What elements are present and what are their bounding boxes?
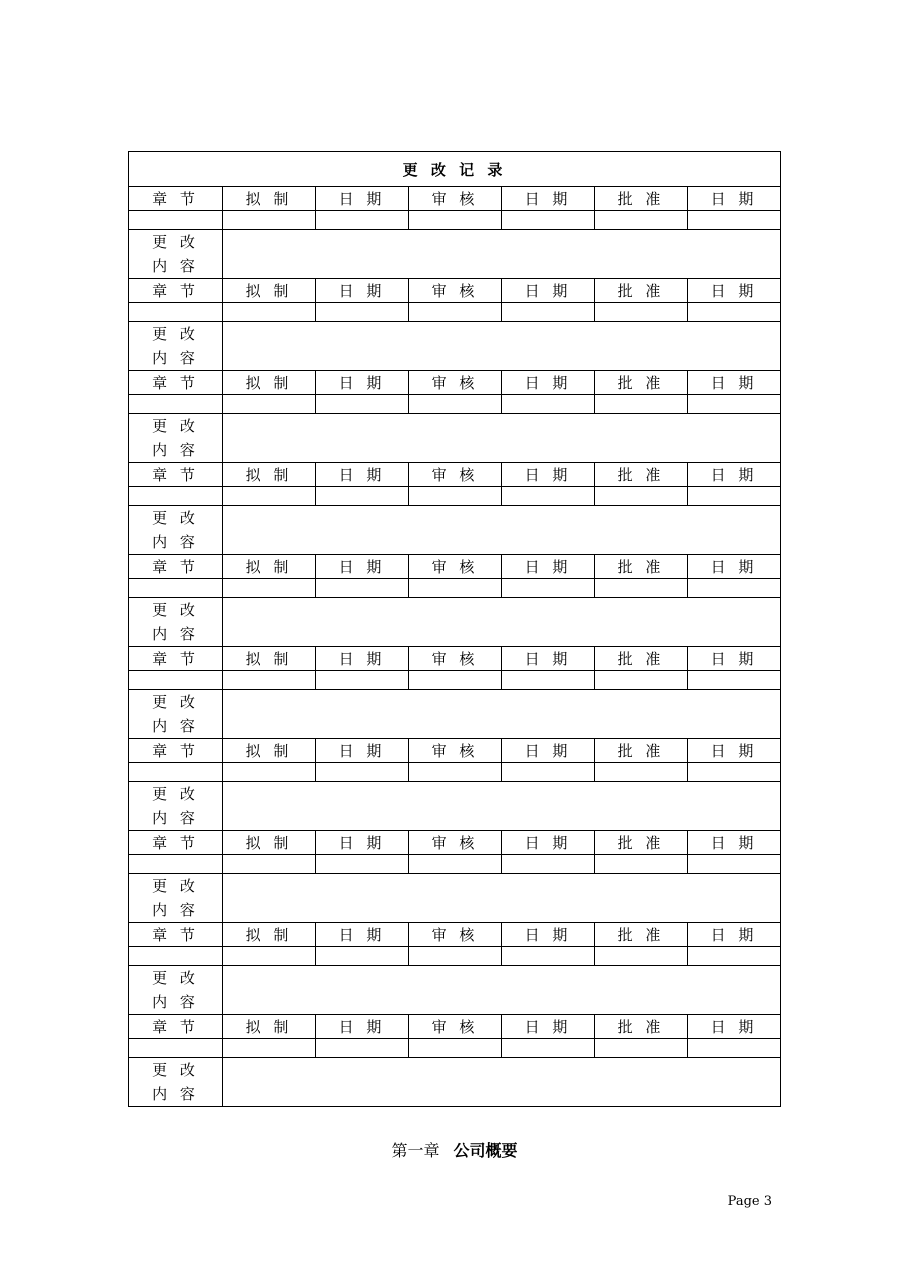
content-cell xyxy=(223,598,781,647)
content-cell xyxy=(223,506,781,555)
column-header: 拟 制 xyxy=(223,187,316,211)
column-header: 日 期 xyxy=(316,279,409,303)
entry-cell xyxy=(502,1039,595,1058)
entry-cell xyxy=(223,579,316,598)
column-header: 拟 制 xyxy=(223,279,316,303)
column-header: 审 核 xyxy=(409,187,502,211)
column-header: 章 节 xyxy=(129,647,223,671)
record-header-row xyxy=(129,371,781,395)
column-header: 审 核 xyxy=(409,555,502,579)
column-header: 批 准 xyxy=(595,1015,688,1039)
record-header-row xyxy=(129,279,781,303)
content-label-line2: 内 容 xyxy=(152,533,199,551)
entry-cell xyxy=(316,947,409,966)
entry-cell xyxy=(688,1039,781,1058)
column-header: 拟 制 xyxy=(223,1015,316,1039)
page-number: Page 3 xyxy=(727,1194,772,1209)
entry-cell xyxy=(409,211,502,230)
content-label-line1: 更 改 xyxy=(152,509,199,527)
column-header: 日 期 xyxy=(316,647,409,671)
content-cell xyxy=(223,322,781,371)
entry-cell xyxy=(502,671,595,690)
entry-cell xyxy=(316,763,409,782)
content-label-line2: 内 容 xyxy=(152,441,199,459)
content-label xyxy=(129,230,223,279)
entry-cell xyxy=(129,211,223,230)
content-label xyxy=(129,966,223,1015)
column-header: 日 期 xyxy=(316,187,409,211)
record-header-row xyxy=(129,555,781,579)
column-header: 章 节 xyxy=(129,1015,223,1039)
change-record-table xyxy=(128,151,781,1107)
entry-cell xyxy=(595,855,688,874)
record-content-row xyxy=(129,782,781,831)
column-header: 拟 制 xyxy=(223,739,316,763)
entry-cell xyxy=(316,395,409,414)
record-header-row xyxy=(129,923,781,947)
content-label-line1: 更 改 xyxy=(152,1061,199,1079)
entry-cell xyxy=(502,211,595,230)
content-label-line1: 更 改 xyxy=(152,325,199,343)
column-header: 批 准 xyxy=(595,831,688,855)
record-header-row xyxy=(129,831,781,855)
table-title: 更 改 记 录 xyxy=(129,152,781,187)
column-header: 审 核 xyxy=(409,1015,502,1039)
column-header: 审 核 xyxy=(409,279,502,303)
entry-cell xyxy=(316,211,409,230)
column-header: 章 节 xyxy=(129,371,223,395)
column-header: 日 期 xyxy=(502,831,595,855)
record-entry-row xyxy=(129,395,781,414)
content-label-line1: 更 改 xyxy=(152,233,199,251)
column-header: 审 核 xyxy=(409,463,502,487)
entry-cell xyxy=(409,395,502,414)
column-header: 日 期 xyxy=(316,555,409,579)
column-header: 日 期 xyxy=(502,463,595,487)
content-label-line1: 更 改 xyxy=(152,969,199,987)
column-header: 章 节 xyxy=(129,739,223,763)
entry-cell xyxy=(223,211,316,230)
column-header: 日 期 xyxy=(502,1015,595,1039)
column-header: 日 期 xyxy=(502,187,595,211)
record-entry-row xyxy=(129,763,781,782)
entry-cell xyxy=(129,947,223,966)
entry-cell xyxy=(595,947,688,966)
column-header: 日 期 xyxy=(316,831,409,855)
column-header: 章 节 xyxy=(129,923,223,947)
column-header: 日 期 xyxy=(316,371,409,395)
entry-cell xyxy=(688,487,781,506)
column-header: 日 期 xyxy=(688,371,781,395)
column-header: 日 期 xyxy=(502,739,595,763)
column-header: 批 准 xyxy=(595,279,688,303)
entry-cell xyxy=(688,303,781,322)
column-header: 批 准 xyxy=(595,739,688,763)
content-cell xyxy=(223,874,781,923)
entry-cell xyxy=(223,1039,316,1058)
column-header: 拟 制 xyxy=(223,555,316,579)
column-header: 日 期 xyxy=(502,279,595,303)
column-header: 日 期 xyxy=(316,923,409,947)
entry-cell xyxy=(502,947,595,966)
column-header: 章 节 xyxy=(129,279,223,303)
entry-cell xyxy=(223,395,316,414)
column-header: 章 节 xyxy=(129,555,223,579)
column-header: 日 期 xyxy=(502,923,595,947)
record-entry-row xyxy=(129,487,781,506)
content-cell xyxy=(223,414,781,463)
content-label-line1: 更 改 xyxy=(152,877,199,895)
column-header: 日 期 xyxy=(688,739,781,763)
content-label-line1: 更 改 xyxy=(152,693,199,711)
content-label xyxy=(129,782,223,831)
record-content-row xyxy=(129,966,781,1015)
entry-cell xyxy=(129,1039,223,1058)
entry-cell xyxy=(688,671,781,690)
column-header: 日 期 xyxy=(688,187,781,211)
content-cell xyxy=(223,230,781,279)
column-header: 日 期 xyxy=(316,463,409,487)
entry-cell xyxy=(129,579,223,598)
entry-cell xyxy=(223,947,316,966)
content-label xyxy=(129,506,223,555)
column-header: 审 核 xyxy=(409,647,502,671)
entry-cell xyxy=(409,303,502,322)
content-label-line2: 内 容 xyxy=(152,717,199,735)
entry-cell xyxy=(223,855,316,874)
content-label xyxy=(129,414,223,463)
content-label-line2: 内 容 xyxy=(152,349,199,367)
content-label xyxy=(129,322,223,371)
entry-cell xyxy=(595,1039,688,1058)
column-header: 拟 制 xyxy=(223,371,316,395)
record-header-row xyxy=(129,647,781,671)
column-header: 日 期 xyxy=(688,647,781,671)
chapter-title: 公司概要 xyxy=(453,1141,518,1160)
column-header: 审 核 xyxy=(409,739,502,763)
entry-cell xyxy=(129,487,223,506)
content-label xyxy=(129,598,223,647)
column-header: 日 期 xyxy=(688,1015,781,1039)
column-header: 批 准 xyxy=(595,187,688,211)
entry-cell xyxy=(502,579,595,598)
entry-cell xyxy=(502,855,595,874)
entry-cell xyxy=(409,487,502,506)
entry-cell xyxy=(688,947,781,966)
entry-cell xyxy=(409,855,502,874)
column-header: 章 节 xyxy=(129,187,223,211)
column-header: 拟 制 xyxy=(223,831,316,855)
entry-cell xyxy=(688,211,781,230)
record-header-row xyxy=(129,739,781,763)
record-content-row xyxy=(129,874,781,923)
entry-cell xyxy=(595,763,688,782)
record-entry-row xyxy=(129,855,781,874)
column-header: 审 核 xyxy=(409,923,502,947)
entry-cell xyxy=(223,671,316,690)
entry-cell xyxy=(409,1039,502,1058)
entry-cell xyxy=(595,579,688,598)
entry-cell xyxy=(316,487,409,506)
column-header: 批 准 xyxy=(595,923,688,947)
content-cell xyxy=(223,782,781,831)
record-content-row xyxy=(129,322,781,371)
entry-cell xyxy=(129,395,223,414)
record-content-row xyxy=(129,230,781,279)
record-header-row xyxy=(129,1015,781,1039)
entry-cell xyxy=(316,303,409,322)
record-content-row xyxy=(129,1058,781,1107)
entry-cell xyxy=(595,211,688,230)
entry-cell xyxy=(316,579,409,598)
column-header: 章 节 xyxy=(129,831,223,855)
column-header: 审 核 xyxy=(409,831,502,855)
record-entry-row xyxy=(129,579,781,598)
column-header: 日 期 xyxy=(688,555,781,579)
entry-cell xyxy=(223,303,316,322)
entry-cell xyxy=(502,303,595,322)
record-content-row xyxy=(129,506,781,555)
column-header: 批 准 xyxy=(595,371,688,395)
content-label xyxy=(129,690,223,739)
column-header: 日 期 xyxy=(688,923,781,947)
column-header: 批 准 xyxy=(595,463,688,487)
column-header: 审 核 xyxy=(409,371,502,395)
entry-cell xyxy=(316,855,409,874)
entry-cell xyxy=(316,1039,409,1058)
column-header: 日 期 xyxy=(502,555,595,579)
content-label-line2: 内 容 xyxy=(152,257,199,275)
chapter-number: 第一章 xyxy=(391,1141,440,1160)
entry-cell xyxy=(129,855,223,874)
entry-cell xyxy=(409,763,502,782)
column-header: 章 节 xyxy=(129,463,223,487)
content-label-line1: 更 改 xyxy=(152,785,199,803)
record-entry-row xyxy=(129,211,781,230)
record-content-row xyxy=(129,598,781,647)
entry-cell xyxy=(129,671,223,690)
entry-cell xyxy=(502,487,595,506)
record-entry-row xyxy=(129,1039,781,1058)
content-label-line2: 内 容 xyxy=(152,625,199,643)
content-cell xyxy=(223,690,781,739)
entry-cell xyxy=(688,395,781,414)
content-label-line1: 更 改 xyxy=(152,601,199,619)
chapter-heading xyxy=(0,1138,909,1161)
column-header: 日 期 xyxy=(316,739,409,763)
record-header-row xyxy=(129,463,781,487)
column-header: 批 准 xyxy=(595,555,688,579)
entry-cell xyxy=(316,671,409,690)
content-label xyxy=(129,874,223,923)
entry-cell xyxy=(688,763,781,782)
column-header: 日 期 xyxy=(688,463,781,487)
record-entry-row xyxy=(129,671,781,690)
content-label-line2: 内 容 xyxy=(152,1085,199,1103)
column-header: 日 期 xyxy=(316,1015,409,1039)
record-header-row xyxy=(129,187,781,211)
record-content-row xyxy=(129,414,781,463)
column-header: 日 期 xyxy=(688,831,781,855)
content-label-line1: 更 改 xyxy=(152,417,199,435)
column-header: 拟 制 xyxy=(223,647,316,671)
entry-cell xyxy=(409,947,502,966)
column-header: 日 期 xyxy=(688,279,781,303)
column-header: 拟 制 xyxy=(223,463,316,487)
entry-cell xyxy=(688,855,781,874)
column-header: 日 期 xyxy=(502,371,595,395)
entry-cell xyxy=(595,395,688,414)
content-cell xyxy=(223,1058,781,1107)
column-header: 批 准 xyxy=(595,647,688,671)
content-cell xyxy=(223,966,781,1015)
entry-cell xyxy=(409,579,502,598)
content-label-line2: 内 容 xyxy=(152,993,199,1011)
record-entry-row xyxy=(129,947,781,966)
entry-cell xyxy=(502,395,595,414)
entry-cell xyxy=(129,303,223,322)
record-entry-row xyxy=(129,303,781,322)
entry-cell xyxy=(595,303,688,322)
entry-cell xyxy=(688,579,781,598)
column-header: 日 期 xyxy=(502,647,595,671)
record-content-row xyxy=(129,690,781,739)
entry-cell xyxy=(595,487,688,506)
entry-cell xyxy=(409,671,502,690)
column-header: 拟 制 xyxy=(223,923,316,947)
entry-cell xyxy=(595,671,688,690)
content-label-line2: 内 容 xyxy=(152,809,199,827)
content-label-line2: 内 容 xyxy=(152,901,199,919)
entry-cell xyxy=(223,763,316,782)
entry-cell xyxy=(129,763,223,782)
content-label xyxy=(129,1058,223,1107)
entry-cell xyxy=(223,487,316,506)
entry-cell xyxy=(502,763,595,782)
